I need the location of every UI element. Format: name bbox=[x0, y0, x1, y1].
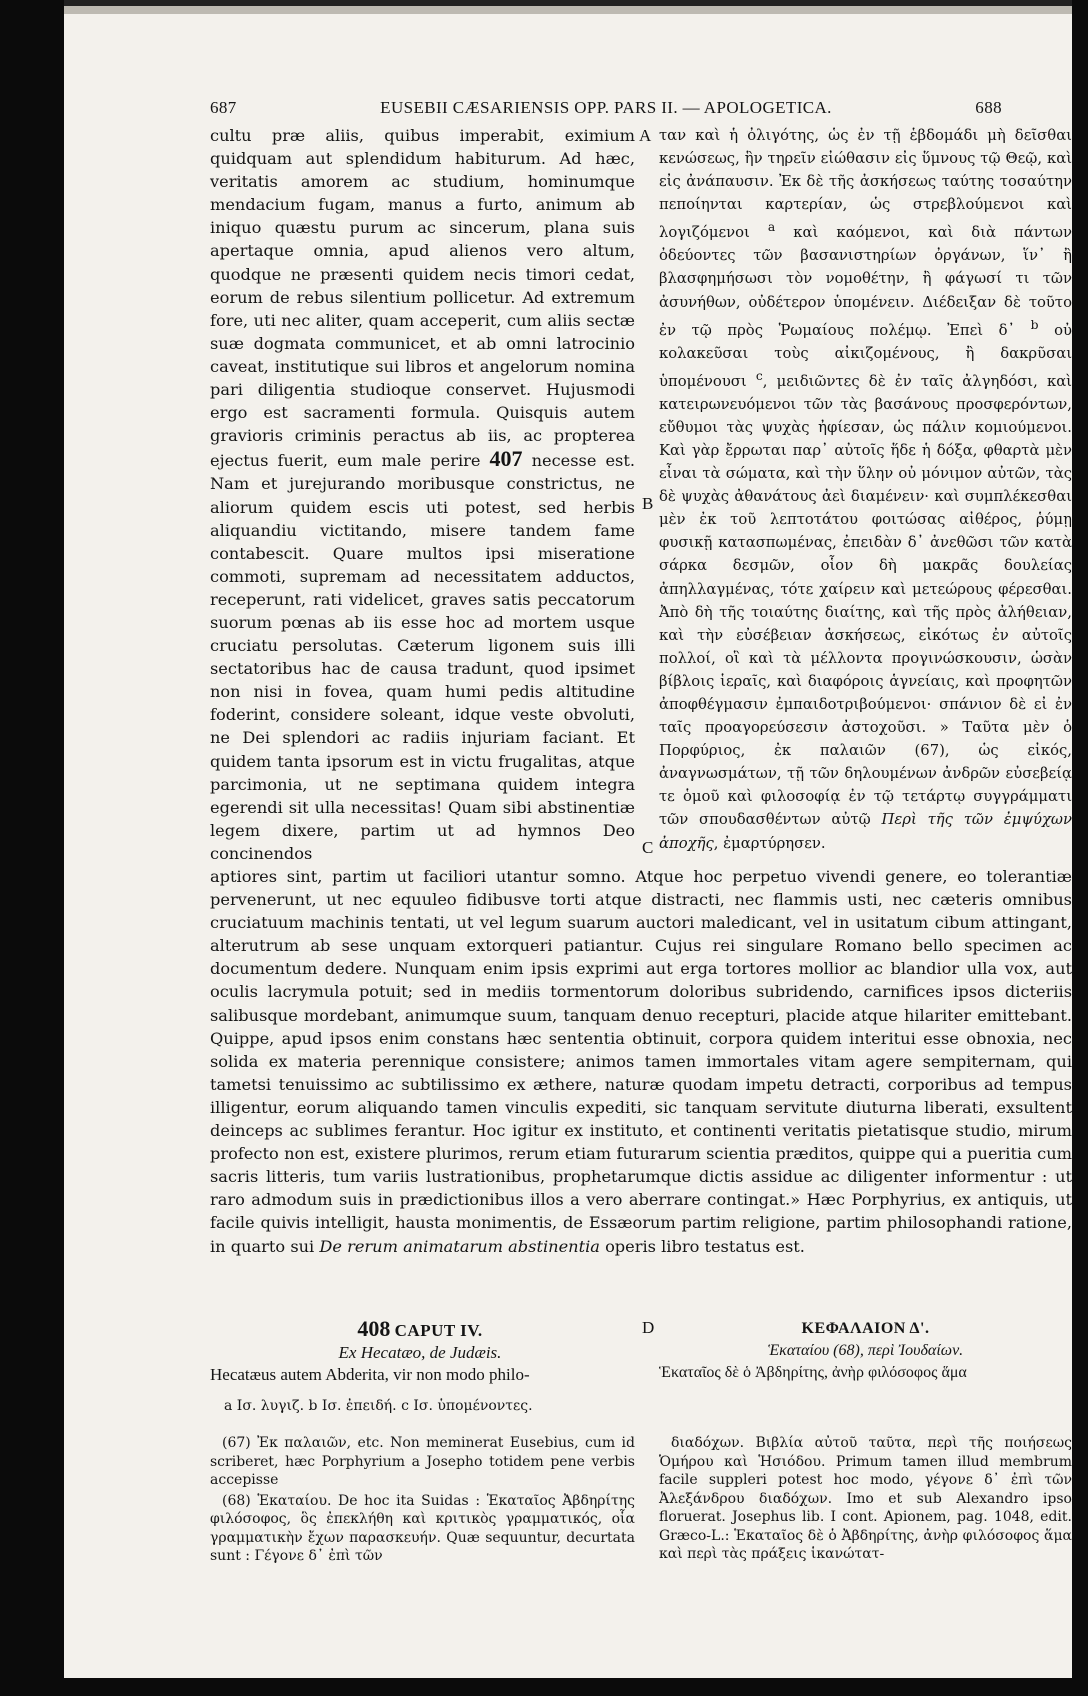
greek-text-3: οὐ κολακεῦσαι τοὺς αἰκιζομένους, ἢ δακρῦσαι ὑπομένουσι bbox=[659, 321, 1072, 390]
footnote-68-continued: διαδόχων. Βιβλία αὐτοῦ ταῦτα, περὶ τῆς ποιήσεως Ὁμήρου καὶ Ἡσιόδου. Primum tamen illud membrum facile suppleri potest hoc modo, γέγονε δ᾽ ἐπὶ τῶν Ἀλεξάνδρου διαδόχων. Imo et sub Alexandro ipso floruerat. Josephus lib. I cont. Apionem, pag. 1048, edit. Græco-L.: Ἑκαταῖος δὲ ὁ Ἀβδηρίτης, ἀνὴρ φιλόσοφος ἅμα καὶ περὶ τὰς πράξεις ἱκανώτατ- bbox=[659, 1435, 1072, 1562]
margin-letter-b: B bbox=[642, 494, 654, 513]
greek-text-4: , μειδιῶντες δὲ ἐν ταῖς ἀλγηδόσι, καὶ κατειρωνευόμενοι τῶν τὰς βασάνους προσφερόντων, εὔθυμοι τὰς ψυχὰς ἠφίεσαν, ὡς πάλιν κομιούμενοι. Καὶ γὰρ ἔρρωται παρ᾽ αὐτοῖς ἥδε ἡ δόξα, φθαρτὰ μὲν εἶναι τὰ σώματα, καὶ τὴν ὕλην οὐ μόνιμον αὐτῶν, τὰς δὲ ψυχὰς ἀθανάτους ἀεὶ διαμένειν· καὶ συμπλέκεσθαι μὲν ἐκ τοῦ λεπτοτάτου φοιτώσας αἰθέρος, ῥύμῃ φυσικῇ κατασπωμένας, ἐπειδὰν δ᾽ ἀνεθῶσι τῶν κατὰ σάρκα δεσμῶν, οἷον δὴ μακρᾶς δουλείας ἀπηλλαγμένας, τότε χαίρειν καὶ μετεώρους φέρεσθαι. Ἀπὸ δὴ τῆς τοιαύτης διαίτης, καὶ τῆς πρὸς ἀλήθειαν, καὶ τὴν εὐσέβειαν ἀσκήσεως, εἰκότως ἐν αὐτοῖς πολλοί, οἳ καὶ τὰ μέλλοντα προγινώσκουσιν, ὡσὰν βίβλοις ἱεραῖς, καὶ διαφόροις ἁγνείαις, καὶ προφητῶν ἀποφθέγμασιν ἐμπαιδοτριβούμενοι· σπάνιον δὲ εἰ ἐν ταῖς προαγορεύσεσιν ἀστοχοῦσι. » Ταῦτα μὲν ὁ Πορφύριος, ἐκ παλαιῶν (67), ὡς εἰκός, ἀναγνωσμάτων, τῇ τῶν δηλουμένων ἀνδρῶν εὐσεβείᾳ τε ὁμοῦ καὶ φιλοσοφίᾳ ἐν τῷ τετάρτῳ συγγράμματι τῶν σπουδασθέντων αὐτῷ bbox=[659, 372, 1072, 829]
greek-work-title: Περὶ τῆς τῶν ἐμψύχων ἀποχῆς bbox=[659, 811, 1072, 852]
footnotes-right bbox=[659, 1434, 1072, 1566]
latin-text-1: cultu præ aliis, quibus imperabit, eximium quidquam aut splendidum habiturum. Ad hæc, veritatis amorem ac studium, hominumque mendacium fugam, manus a furto, animum ab iniquo quæstu purum ac sincerum, plana suis apertaque omnia, apud alienos vero altum, quodque ne præsenti quidem necis timori cedat, eorum de rebus silentium pollicetur. Ad extremum fore, uti nec aliter, quam acceperit, cum aliis sectæ suæ dogmata communicet, et ab omni latrocinio caveat, institutique sui libros et angelorum nomina pari diligentia studioque conservet. Hujusmodi ergo est sacramenti formula. Quisquis autem gravioris criminis peractus ab iis, ac propterea ejectus fuerit, eum male perire bbox=[210, 126, 635, 471]
variant-marker-b: b bbox=[1030, 317, 1039, 332]
variant-readings: a Ισ. λυγιζ. b Ισ. ἐπειδή. c Ισ. ὑπομένοντες. bbox=[224, 1398, 533, 1414]
scan-edge-noise bbox=[64, 6, 1072, 14]
chapter-head-greek: ΚΕΦΑΛΑΙΟΝ Δ'. bbox=[801, 1320, 930, 1337]
variant-marker-c: c bbox=[755, 368, 763, 383]
chapter-title-greek: Ἑκαταίου (68), περὶ Ἰουδαίων. bbox=[767, 1342, 964, 1359]
page-number-right: 688 bbox=[975, 98, 1002, 117]
latin-work-title: De rerum animatarum abstinentia bbox=[319, 1236, 600, 1256]
greek-text-1: ταν καὶ ἡ ὀλιγότης, ὡς ἐν τῇ ἑβδομάδι μὴ δεῖσθαι κενώσεως, ἣν τηρεῖν εἰώθασιν εἰς ὕμνους τῷ Θεῷ, καὶ εἰς ἀνάπαυσιν. Ἐκ δὲ τῆς ἀσκήσεως ταύτης τοσαύτην πεποίηνται καρτερίαν, ὡς στρεβλούμενοι καὶ λογιζόμενοι bbox=[659, 127, 1072, 242]
chapter-first-line-greek: Ἑκαταῖος δὲ ὁ Ἀβδηρίτης, ἀνὴρ φιλόσοφος ἅμα bbox=[659, 1364, 967, 1381]
latin-column bbox=[210, 124, 635, 865]
footnote-68: (68) Ἑκαταίου. De hoc ita Suidas : Ἑκαταῖος Ἀβδηρίτης φιλόσοφος, ὃς ἐπεκλήθη καὶ κριτικὸς γραμματικός, οἷα γραμματικὴν ἔχων παρασκευήν. Quæ sequuntur, decurtata sunt : Γέγονε δ᾽ ἐπὶ τῶν bbox=[210, 1492, 635, 1564]
chapter-heading-greek bbox=[659, 1318, 1072, 1384]
latin-full-body: aptiores sint, partim ut faciliori utantur somno. Atque hoc perpetuo vivendi genere, eo tolerantiæ pervenerunt, ut nec equuleo fidibusve torti atque distracti, nec flammis usti, nec cæteris omnibus cruciatuum machinis tentati, ut vel legum suarum auctori maledicant, vel in usitatum cibum attingant, alterutrum ab sese unquam extorqueri patiantur. Cujus rei singulare Romano bello specimen ac documentum dedere. Nunquam enim ipsis exprimi aut erga tortores mollior ac blandior ulla vox, aut oculis lacrymula potuit; sed in mediis tormentorum doloribus subridendo, carnifices ipsos dicteriis salibusque mordebant, animumque suum, tanquam denuo recepturi, placide atque hilariter emittebant. Quippe, apud ipsos enim constans hæc sententia obtinuit, corpora quidem interitui esse obnoxia, nec solida ex materia perennique consistere; animos tamen immortales vitam agere sempiternam, qui tametsi tenuissimo ac subtilissimo ex æthere, naturæ quodam impetu detracti, corporibus ad tempus illigentur, eorum aliquando tamen vinculis expediti, sic tanquam servitute diuturna liberati, exsultent deinceps ac sublimes ferantur. Hoc igitur ex instituto, et continenti veritatis pietatisque studio, mirum profecto non est, existere plurimos, rerum etiam futurarum scientia præditos, quippe qui a pueritia cum sacris litteris, tum variis lustrationibus, prophetarumque dictis assidue ac diligenter informentur : ut raro admodum suis in prædictionibus illos a vero aberrare contingat.» Hæc Porphyrius, ex antiquis, ut facile quivis intelligit, hausta monimentis, de Essæorum partim religione, partim philosophandi ratione, in quarto sui bbox=[210, 867, 1072, 1256]
chapter-title-latin: Ex Hecatæo, de Judæis. bbox=[338, 1343, 502, 1362]
scanned-page bbox=[64, 0, 1072, 1678]
greek-column bbox=[659, 124, 1072, 855]
variant-marker-a: a bbox=[767, 220, 776, 235]
footnote-67: (67) Ἐκ παλαιῶν, etc. Non meminerat Eusebius, cum id scriberet, hæc Porphyrium a Josepho totidem pene verbis accepisse bbox=[210, 1435, 635, 1488]
greek-text-2: καὶ καόμενοι, καὶ διὰ πάντων ὀδεύοντες τῶν βασανιστηρίων ὀργάνων, ἵν᾽ ἢ βλασφημήσωσι τὸν νομοθέτην, ἢ φάγωσί τι τῶν ἀσυνήθων, οὐδέτερον ὑπομένειν. Διέδειξαν δὲ τοῦτο ἐν τῷ πρὸς Ῥωμαίους πολέμῳ. Ἐπεὶ δ᾽ bbox=[659, 224, 1072, 339]
chapter-heading-latin bbox=[210, 1318, 630, 1386]
margin-letter-d: D bbox=[642, 1318, 655, 1337]
chapter-first-line-latin: Hecatæus autem Abderita, vir non modo philo- bbox=[210, 1365, 530, 1384]
chapter-head-latin: CAPUT IV. bbox=[394, 1321, 483, 1340]
page-number-left: 687 bbox=[210, 98, 237, 117]
column-number-407: 407 bbox=[489, 446, 523, 472]
column-number-408: 408 bbox=[357, 1316, 391, 1341]
running-header bbox=[210, 98, 1002, 122]
latin-text-2: necesse est. Nam et jurejurando moribusque constrictus, ne aliorum quidem escis uti potest, sed herbis aliquandiu victitando, misere tandem fame contabescit. Quare multos ipsi miseratione commoti, supremam ad necessitatem adductos, receperunt, rati videlicet, graves satis peccatorum suorum pœnas ab iis esse hoc ad mortem usque cruciatu persolutas. Cæterum ligonem suis illi sectatoribus hac de causa tradunt, quod ipsimet non nisi in fovea, quam humi pedis altitudine foderint, considere soleant, idque veste obvoluti, ne Dei splendori ac radiis injuriam faciant. Et quidem tanta ipsorum est in victu frugalitas, atque parcimonia, ut ne septimana quidem integra egerendi sit ulla necessitas! Quam sibi abstinentiæ legem dixere, partim ut ad hymnos Deo concinendos bbox=[210, 451, 635, 863]
running-title: EUSEBII CÆSARIENSIS OPP. PARS II. — APOLOGETICA. bbox=[380, 98, 832, 117]
footnotes-left bbox=[210, 1434, 635, 1568]
latin-full-end: operis libro testatus est. bbox=[605, 1236, 805, 1256]
margin-letter-a: A bbox=[639, 126, 652, 145]
latin-fullwidth-text bbox=[210, 865, 1072, 1258]
margin-letter-c: C bbox=[642, 838, 654, 857]
greek-text-end: , ἐμαρτύρησεν. bbox=[713, 834, 826, 852]
